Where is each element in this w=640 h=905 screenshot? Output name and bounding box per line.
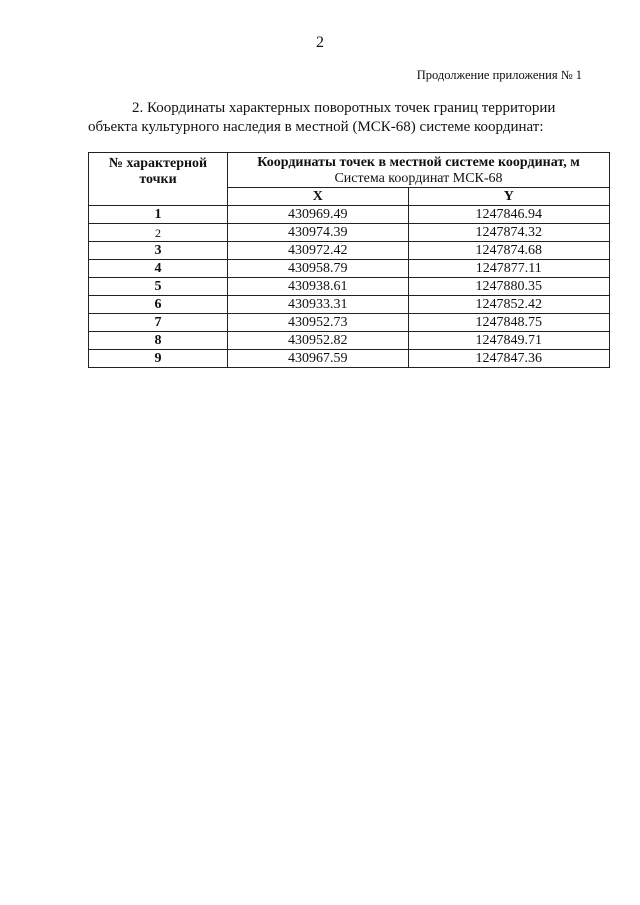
point-number: 6 [89,296,228,314]
page-number: 2 [316,34,324,51]
point-number: 8 [89,332,228,350]
header-coordinate-system: Система координат МСК-68 [334,171,503,186]
coord-y: 1247847.36 [408,350,609,368]
header-point-number: № характерной точки [89,153,228,206]
coord-y: 1247874.68 [408,242,609,260]
header-coordinates-title: Координаты точек в местной системе координат, м [257,155,580,170]
point-number: 4 [89,260,228,278]
table-row [89,314,610,332]
table-row [89,278,610,296]
section-heading [88,99,588,137]
coord-x: 430967.59 [228,350,409,368]
table-row [89,260,610,278]
header-x: X [228,188,409,206]
point-number: 2 [89,224,228,242]
coord-y: 1247849.71 [408,332,609,350]
table-row [89,296,610,314]
coord-x: 430969.49 [228,206,409,224]
coord-y: 1247877.11 [408,260,609,278]
coord-x: 430974.39 [228,224,409,242]
table-row [89,242,610,260]
point-number: 7 [89,314,228,332]
coordinates-table [88,152,610,368]
coord-y: 1247880.35 [408,278,609,296]
coord-x: 430952.73 [228,314,409,332]
table-row [89,332,610,350]
coord-x: 430952.82 [228,332,409,350]
coord-y: 1247852.42 [408,296,609,314]
coord-y: 1247848.75 [408,314,609,332]
coord-x: 430938.61 [228,278,409,296]
coord-x: 430933.31 [228,296,409,314]
point-number: 1 [89,206,228,224]
point-number: 5 [89,278,228,296]
section-heading-line1: 2. Координаты характерных поворотных точек границ территории [132,100,556,116]
section-heading-line2: объекта культурного наследия в местной (МСК-68) системе координат: [88,119,544,135]
point-number: 3 [89,242,228,260]
appendix-note: Продолжение приложения № 1 [416,68,582,82]
table-row [89,350,610,368]
coord-y: 1247874.32 [408,224,609,242]
point-number: 9 [89,350,228,368]
coord-x: 430972.42 [228,242,409,260]
header-y: Y [408,188,609,206]
table-row [89,206,610,224]
coord-x: 430958.79 [228,260,409,278]
table-row [89,224,610,242]
header-coordinates [228,153,610,188]
coord-y: 1247846.94 [408,206,609,224]
